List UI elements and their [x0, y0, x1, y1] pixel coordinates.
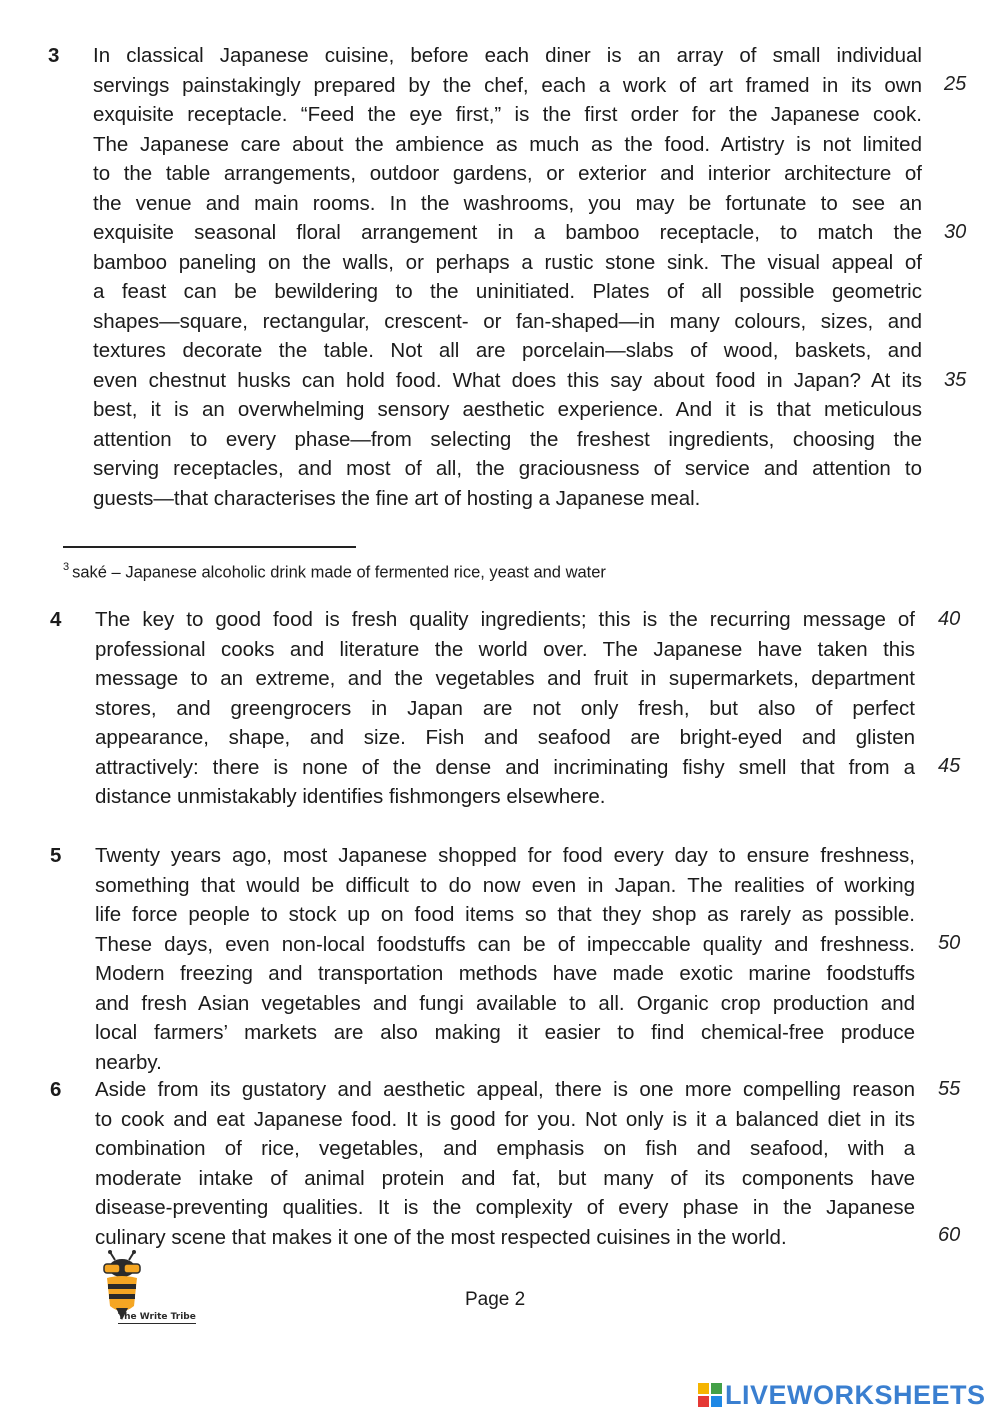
paragraph-line: moderate intake of animal protein and fat, but many of its components have [95, 1166, 915, 1190]
footnote [63, 557, 606, 584]
paragraph-line: and fresh Asian vegetables and fungi available to all. Organic crop production and [95, 991, 915, 1015]
logo-caption: The Write Tribe [118, 1312, 196, 1322]
paragraph-line: stores, and greengrocers in Japan are not only fresh, but also of perfect [95, 696, 915, 720]
paragraph-line: The key to good food is fresh quality ingredients; this is the recurring message of [95, 608, 915, 631]
paragraph-line: appearance, shape, and size. Fish and seafood are bright-eyed and glisten [95, 726, 915, 749]
paragraph-line: to the table arrangements, outdoor gardens, or exterior and interior architecture of [93, 162, 922, 185]
footnote-text: saké – Japanese alcoholic drink made of fermented rice, yeast and water [72, 563, 606, 582]
paragraph-line: Twenty years ago, most Japanese shopped for food every day to ensure freshness, [95, 844, 915, 867]
paragraph-line: attention to every phase—from selecting the freshest ingredients, choosing the [93, 427, 922, 451]
paragraph-line: shapes—square, rectangular, crescent- or fan-shaped—in many colours, sizes, and [93, 309, 922, 333]
paragraph-line: even chestnut husks can hold food. What does this say about food in Japan? At its [93, 368, 922, 392]
paragraph-line: combination of rice, vegetables, and emphasis on fish and seafood, with a [95, 1137, 915, 1160]
paragraph-line: attractively: there is none of the dense and incriminating fishy smell that from a [95, 755, 915, 779]
paragraph-line: the venue and main rooms. In the washrooms, you may be fortunate to see an [93, 191, 922, 215]
paragraph-line: to cook and eat Japanese food. It is good for you. Not only is it a balanced diet in its [95, 1107, 915, 1131]
paragraph-5 [95, 841, 915, 1077]
line-number: 30 [944, 221, 967, 243]
paragraph-4 [95, 605, 915, 812]
footnote-divider [63, 546, 356, 548]
paragraph-line: exquisite receptacle. “Feed the eye first,” is the first order for the Japanese cook. [93, 103, 922, 126]
line-number: 60 [938, 1224, 961, 1246]
write-tribe-logo [96, 1250, 206, 1328]
paragraph-line: exquisite seasonal floral arrangement in a bamboo receptacle, to match the [93, 221, 922, 244]
line-number: 25 [944, 73, 967, 95]
paragraph-line: The Japanese care about the ambience as much as the food. Artistry is not limited [93, 132, 922, 156]
paragraph-number: 6 [50, 1078, 62, 1101]
page-number: Page 2 [465, 1289, 526, 1310]
paragraph-line: These days, even non-local foodstuffs can be of impeccable quality and freshness. [95, 932, 915, 956]
footnote-mark: 3 [63, 561, 70, 573]
paragraph-line: nearby. [95, 1050, 162, 1074]
paragraph-6 [95, 1075, 915, 1252]
paragraph-line: local farmers’ markets are also making it easier to find chemical-free produce [95, 1021, 915, 1044]
paragraph-line: In classical Japanese cuisine, before each diner is an array of small individual [93, 44, 922, 67]
paragraph-line: best, it is an overwhelming sensory aesthetic experience. And it is that meticulous [93, 398, 922, 421]
watermark-text: LIVEWORKSHEETS [725, 1379, 986, 1410]
paragraph-line: Aside from its gustatory and aesthetic appeal, there is one more compelling reason [95, 1078, 915, 1101]
paragraph-line: textures decorate the table. Not all are porcelain—slabs of wood, baskets, and [93, 339, 922, 362]
paragraph-number: 4 [50, 608, 62, 631]
paragraph-line: bamboo paneling on the walls, or perhaps a rustic stone sink. The visual appeal of [93, 250, 922, 274]
line-number: 45 [938, 755, 961, 777]
paragraph-line: Modern freezing and transportation methods have made exotic marine foodstuffs [95, 962, 915, 985]
liveworksheets-watermark[interactable] [698, 1380, 986, 1410]
line-number: 35 [944, 369, 967, 391]
line-number: 55 [938, 1078, 961, 1100]
paragraph-line: distance unmistakably identifies fishmongers elsewhere. [95, 785, 606, 808]
paragraph-number: 5 [50, 844, 62, 867]
paragraph-line: message to an extreme, and the vegetables and fruit in supermarkets, department [95, 667, 915, 690]
paragraph-line: culinary scene that makes it one of the most respected cuisines in the world. [95, 1225, 787, 1249]
paragraph-line: disease-preventing qualities. It is the complexity of every phase in the Japanese [95, 1196, 915, 1219]
liveworksheets-logo-icon [698, 1383, 722, 1407]
paragraph-3 [93, 41, 922, 513]
paragraph-line: servings painstakingly prepared by the chef, each a work of art framed in its own [93, 73, 922, 97]
paragraph-number: 3 [48, 44, 60, 67]
paragraph-line: professional cooks and literature the world over. The Japanese have taken this [95, 637, 915, 661]
line-number: 40 [938, 608, 961, 630]
paragraph-line: a feast can be bewildering to the uninitiated. Plates of all possible geometric [93, 280, 922, 303]
paragraph-line: something that would be difficult to do now even in Japan. The realities of working [95, 873, 915, 897]
line-number: 50 [938, 932, 961, 954]
paragraph-line: life force people to stock up on food items so that they shop as rarely as possible. [95, 903, 915, 926]
paragraph-line: serving receptacles, and most of all, the graciousness of service and attention to [93, 457, 922, 480]
paragraph-line: guests—that characterises the fine art of hosting a Japanese meal. [93, 486, 701, 510]
